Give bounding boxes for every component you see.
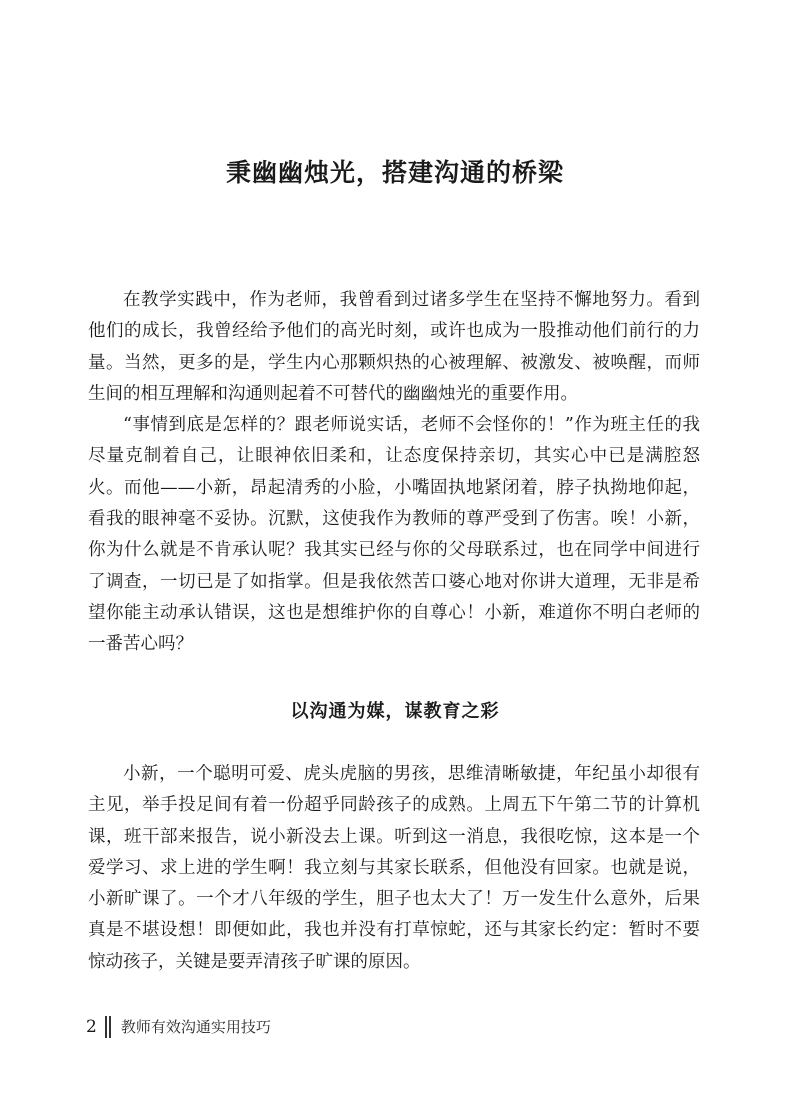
page-number: 2 bbox=[86, 1017, 97, 1037]
paragraph: 在教学实践中，作为老师，我曾看到过诸多学生在坚持不懈地努力。看到他们的成长，我曾经给予他们的高光时刻，或许也成为一股推动他们前行的力量。当然，更多的是，学生内心那颗炽热的心被理解、被激发、被唤醒，而师生间的相互理解和沟通则起着不可替代的幽幽烛光的重要作用。 bbox=[88, 290, 700, 404]
footer-bar bbox=[105, 1016, 107, 1038]
paragraph: 小新，一个聪明可爱、虎头虎脑的男孩，思维清晰敏捷，年纪虽小却很有主见，举手投足间有着一份超乎同龄孩子的成熟。上周五下午第二节的计算机课，班干部来报告，说小新没去上课。听到这一消息，我很吃惊，这本是一个爱学习、求上进的学生啊！我立刻与其家长联系，但他没有回家。也就是说，小新旷课了。一个才八年级的学生，胆子也太大了！万一发生什么意外，后果真是不堪设想！即便如此，我也并没有打草惊蛇，还与其家长约定：暂时不要惊动孩子，关键是要弄清孩子旷课的原因。 bbox=[88, 764, 700, 972]
chapter-title: 秉幽幽烛光，搭建沟通的桥梁 bbox=[225, 158, 564, 187]
section-1-body bbox=[88, 285, 700, 661]
section-subtitle: 以沟通为媒，谋教育之彩 bbox=[290, 701, 500, 722]
section-2-body bbox=[88, 759, 700, 978]
paragraph: “事情到底是怎样的？跟老师说实话，老师不会怪你的！”作为班主任的我尽量克制着自己，让眼神依旧柔和，让态度保持亲切，其实心中已是满腔怒火。而他——小新，昂起清秀的小脸，小嘴固执地紧闭着，脖子执拗地仰起，看我的眼神毫不妥协。沉默，这使我作为教师的尊严受到了伤害。唉！小新，你为什么就是不肯承认呢？我其实已经与你的父母联系过，也在同学中间进行了调查，一切已是了如指掌。但是我依然苦口婆心地对你讲大道理，无非是希望你能主动承认错误，这也是想维护你的自尊心！小新，难道你不明白老师的一番苦心吗？ bbox=[88, 415, 700, 655]
page-footer bbox=[86, 1016, 271, 1038]
footer-bar bbox=[109, 1016, 111, 1038]
footer-divider-bars bbox=[105, 1016, 113, 1038]
running-book-title: 教师有效沟通实用技巧 bbox=[120, 1018, 271, 1036]
